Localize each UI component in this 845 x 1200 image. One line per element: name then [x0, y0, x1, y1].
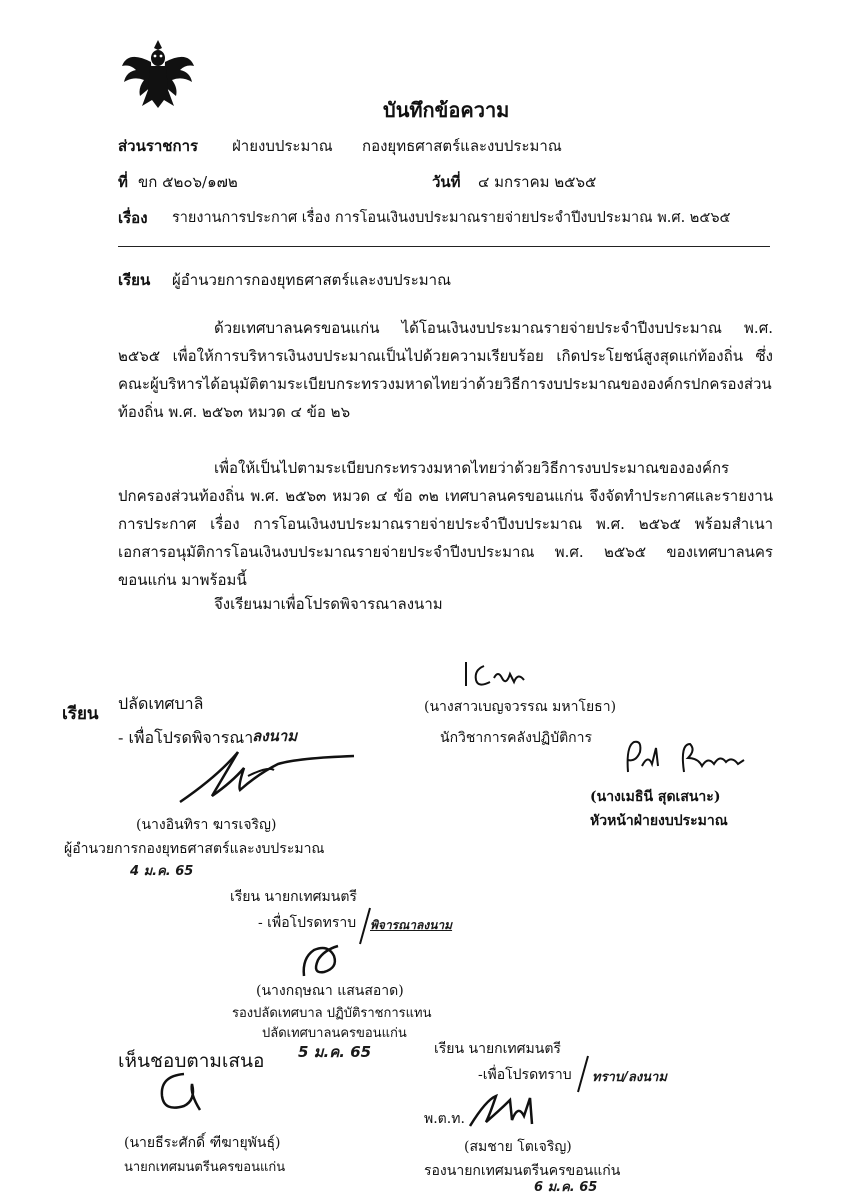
director-note-action: - เพื่อโปรดพิจารณา	[118, 728, 254, 747]
director-note-to: ปลัดเทศบาลิ	[118, 694, 204, 713]
ref-value: ขก ๕๒๐๖/๑๗๒	[138, 173, 238, 191]
vice-position: รองนายกเทศมนตรีนครขอนแก่น	[424, 1163, 621, 1179]
director-note-label: เรียน	[62, 704, 99, 724]
clerk-signature-icon	[462, 656, 532, 692]
vice-name: (สมชาย โตเจริญ)	[464, 1139, 572, 1155]
director-date-handwritten: 4 ม.ค. 65	[130, 864, 194, 879]
deputy-position-2: ปลัดเทศบาลนครขอนแก่น	[262, 1026, 407, 1041]
vice-note-handwritten: ทราบ/ลงนาม	[592, 1070, 667, 1085]
deputy-name: (นางกฤษณา แสนสอาด)	[256, 983, 404, 999]
body-paragraph-1: ด้วยเทศบาลนครขอนแก่น ได้โอนเงินงบประมาณรายจ่ายประจำปีงบประมาณ พ.ศ. ๒๕๖๕ เพื่อให้การบริหารเงินงบประมาณเป็นไปด้วยความเรียบร้อย เกิดประโยชน์สูงสุดแก่ท้องถิ่น ซึ่งคณะผู้บริหารได้อนุมัติตามระเบียบกระทรวงมหาดไทยว่าด้วยวิธีการงบประมาณขององค์กรปกครองส่วนท้องถิ่น พ.ศ. ๒๕๖๓ หมวด ๔ ข้อ ๒๖	[118, 319, 773, 421]
mayor-signature-icon	[150, 1070, 220, 1116]
vice-note-action: -เพื่อโปรดทราบ	[478, 1067, 572, 1083]
vice-date-handwritten: 6 ม.ค. 65	[534, 1180, 598, 1195]
mayor-name: (นายธีระศักดิ์ ฑีฆายุพันธุ์)	[124, 1135, 281, 1151]
vice-slash-icon	[576, 1054, 590, 1094]
subject-value: รายงานการประกาศ เรื่อง การโอนเงินงบประมาณรายจ่ายประจำปีงบประมาณ พ.ศ. ๒๕๖๕	[172, 210, 731, 226]
ref-label: ที่	[118, 173, 128, 191]
vice-signature-icon	[466, 1090, 556, 1134]
deputy-position-1: รองปลัดเทศบาล ปฏิบัติราชการแทน	[232, 1006, 432, 1021]
head-name: (นางเมธินี สุดเสนาะ)	[590, 789, 721, 805]
department-label: ส่วนราชการ	[118, 137, 199, 155]
vice-rank: พ.ต.ท.	[424, 1111, 465, 1127]
department-value: ฝ่ายงบประมาณ	[232, 137, 333, 155]
clerk-name: (นางสาวเบญจวรรณ มหาโยธา)	[424, 699, 617, 715]
memo-title: บันทึกข้อความ	[383, 98, 510, 122]
vice-note-to: เรียน นายกเทศมนตรี	[434, 1041, 561, 1057]
subject-label: เรื่อง	[118, 209, 148, 227]
deputy-note-handwritten: พิจารณาลงนาม	[370, 918, 453, 932]
date-value: ๔ มกราคม ๒๕๖๕	[478, 173, 597, 191]
header-divider	[118, 246, 770, 247]
head-position: หัวหน้าฝ่ายงบประมาณ	[590, 813, 728, 829]
salutation-value: ผู้อำนวยการกองยุทธศาสตร์และงบประมาณ	[172, 271, 452, 289]
salutation-label: เรียน	[118, 271, 151, 289]
garuda-emblem-icon	[118, 36, 198, 112]
date-label: วันที่	[432, 173, 461, 191]
head-signature-icon	[620, 736, 770, 782]
mayor-note-handwritten: เห็นชอบตามเสนอ	[118, 1050, 265, 1072]
closing-line: จึงเรียนมาเพื่อโปรดพิจารณาลงนาม	[214, 595, 443, 613]
mayor-position: นายกเทศมนตรีนครขอนแก่น	[124, 1160, 286, 1175]
deputy-date-handwritten: 5 ม.ค. 65	[298, 1043, 372, 1061]
deputy-note-action: - เพื่อโปรดทราบ	[258, 915, 357, 931]
body-paragraph-2: เพื่อให้เป็นไปตามระเบียบกระทรวงมหาดไทยว่าด้วยวิธีการงบประมาณขององค์กรปกครองส่วนท้องถิ่น พ.ศ. ๒๕๖๓ หมวด ๔ ข้อ ๓๒ เทศบาลนครขอนแก่น จึงจัดทำประกาศและรายงานการประกาศ เรื่อง การโอนเงินงบประมาณรายจ่ายประจำปีงบประมาณ พ.ศ. ๒๕๖๕ พร้อมสำเนาเอกสารอนุมัติการโอนเงินงบประมาณรายจ่ายประจำปีงบประมาณ พ.ศ. ๒๕๖๕ ของเทศบาลนครขอนแก่น มาพร้อมนี้	[118, 459, 773, 589]
director-name: (นางอินทิรา ฆารเจริญ)	[136, 817, 277, 833]
deputy-signature-icon	[298, 942, 358, 982]
clerk-position: นักวิชาการคลังปฏิบัติการ	[440, 730, 593, 746]
director-signature-icon	[178, 746, 358, 806]
department-division: กองยุทธศาสตร์และงบประมาณ	[362, 137, 562, 155]
deputy-note-to: เรียน นายกเทศมนตรี	[230, 889, 357, 905]
director-position: ผู้อำนวยการกองยุทธศาสตร์และงบประมาณ	[64, 841, 325, 857]
director-note-handwritten: ลงนาม	[252, 727, 298, 745]
